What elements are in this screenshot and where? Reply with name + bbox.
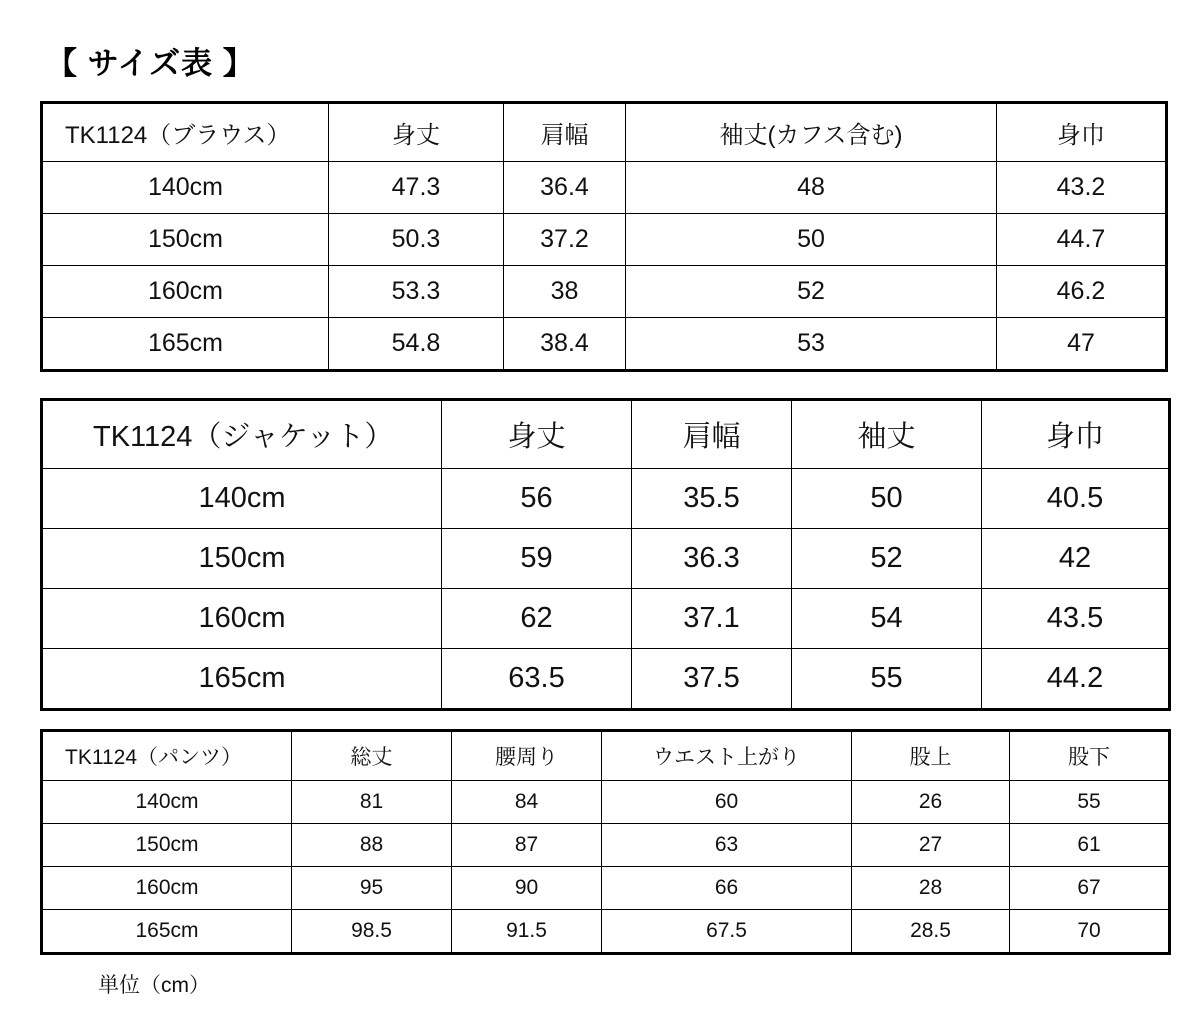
row-size-label: 160cm: [42, 867, 292, 910]
unit-note: 単位（cm）: [98, 974, 210, 997]
column-header-shoulder: 肩幅: [632, 400, 792, 469]
row-size-label: 165cm: [42, 649, 442, 710]
cell-inseam: 55: [1010, 781, 1170, 824]
row-size-label: 165cm: [42, 318, 329, 371]
cell-sleeve: 52: [792, 529, 982, 589]
table-header-row: [42, 731, 1170, 781]
cell-shoulder: 36.4: [504, 162, 626, 214]
cell-shoulder: 35.5: [632, 469, 792, 529]
cell-shoulder: 37.2: [504, 214, 626, 266]
column-header-product: TK1124（ジャケット）: [42, 400, 442, 469]
cell-length: 54.8: [329, 318, 504, 371]
row-size-label: 140cm: [42, 162, 329, 214]
table-row: [42, 529, 1170, 589]
column-header-product: TK1124（パンツ）: [42, 731, 292, 781]
cell-shoulder: 38.4: [504, 318, 626, 371]
size-table-jacket: [40, 398, 1171, 711]
cell-total-length: 81: [292, 781, 452, 824]
cell-length: 56: [442, 469, 632, 529]
table-row: [42, 266, 1167, 318]
cell-width: 44.2: [982, 649, 1170, 710]
cell-inseam: 61: [1010, 824, 1170, 867]
column-header-inseam: 股下: [1010, 731, 1170, 781]
row-size-label: 165cm: [42, 910, 292, 954]
cell-hip: 87: [452, 824, 602, 867]
cell-width: 46.2: [997, 266, 1167, 318]
cell-shoulder: 37.1: [632, 589, 792, 649]
column-header-total-length: 総丈: [292, 731, 452, 781]
cell-sleeve: 50: [792, 469, 982, 529]
cell-waist: 63: [602, 824, 852, 867]
column-header-width: 身巾: [997, 103, 1167, 162]
cell-sleeve: 48: [626, 162, 997, 214]
row-size-label: 150cm: [42, 214, 329, 266]
cell-length: 53.3: [329, 266, 504, 318]
row-size-label: 150cm: [42, 529, 442, 589]
cell-shoulder: 36.3: [632, 529, 792, 589]
cell-sleeve: 53: [626, 318, 997, 371]
cell-width: 42: [982, 529, 1170, 589]
row-size-label: 150cm: [42, 824, 292, 867]
cell-width: 40.5: [982, 469, 1170, 529]
size-table-pants: [40, 729, 1171, 955]
size-table-blouse: [40, 101, 1168, 372]
column-header-rise: 股上: [852, 731, 1010, 781]
cell-rise: 28.5: [852, 910, 1010, 954]
table-row: [42, 781, 1170, 824]
cell-rise: 26: [852, 781, 1010, 824]
table-row: [42, 867, 1170, 910]
cell-hip: 90: [452, 867, 602, 910]
table-row: [42, 824, 1170, 867]
cell-length: 62: [442, 589, 632, 649]
cell-sleeve: 54: [792, 589, 982, 649]
column-header-width: 身巾: [982, 400, 1170, 469]
row-size-label: 160cm: [42, 589, 442, 649]
column-header-hip: 腰周り: [452, 731, 602, 781]
cell-shoulder: 38: [504, 266, 626, 318]
cell-width: 43.5: [982, 589, 1170, 649]
column-header-sleeve: 袖丈: [792, 400, 982, 469]
table-header-row: [42, 400, 1170, 469]
cell-rise: 27: [852, 824, 1010, 867]
table-header-row: [42, 103, 1167, 162]
row-size-label: 160cm: [42, 266, 329, 318]
cell-sleeve: 55: [792, 649, 982, 710]
table-row: [42, 910, 1170, 954]
table-row: [42, 162, 1167, 214]
column-header-product: TK1124（ブラウス）: [42, 103, 329, 162]
cell-width: 47: [997, 318, 1167, 371]
cell-total-length: 88: [292, 824, 452, 867]
column-header-length: 身丈: [442, 400, 632, 469]
table-row: [42, 469, 1170, 529]
cell-length: 50.3: [329, 214, 504, 266]
cell-inseam: 67: [1010, 867, 1170, 910]
cell-rise: 28: [852, 867, 1010, 910]
cell-hip: 84: [452, 781, 602, 824]
cell-inseam: 70: [1010, 910, 1170, 954]
cell-waist: 60: [602, 781, 852, 824]
cell-total-length: 95: [292, 867, 452, 910]
table-row: [42, 589, 1170, 649]
cell-length: 63.5: [442, 649, 632, 710]
table-row: [42, 649, 1170, 710]
cell-length: 59: [442, 529, 632, 589]
cell-sleeve: 50: [626, 214, 997, 266]
cell-width: 43.2: [997, 162, 1167, 214]
row-size-label: 140cm: [42, 469, 442, 529]
cell-waist: 67.5: [602, 910, 852, 954]
table-row: [42, 318, 1167, 371]
row-size-label: 140cm: [42, 781, 292, 824]
cell-hip: 91.5: [452, 910, 602, 954]
column-header-waist: ウエスト上がり: [602, 731, 852, 781]
page-title: 【 サイズ表 】: [46, 46, 255, 81]
cell-total-length: 98.5: [292, 910, 452, 954]
column-header-shoulder: 肩幅: [504, 103, 626, 162]
column-header-sleeve: 袖丈(カフス含む): [626, 103, 997, 162]
cell-shoulder: 37.5: [632, 649, 792, 710]
table-row: [42, 214, 1167, 266]
cell-length: 47.3: [329, 162, 504, 214]
cell-sleeve: 52: [626, 266, 997, 318]
cell-waist: 66: [602, 867, 852, 910]
column-header-length: 身丈: [329, 103, 504, 162]
cell-width: 44.7: [997, 214, 1167, 266]
